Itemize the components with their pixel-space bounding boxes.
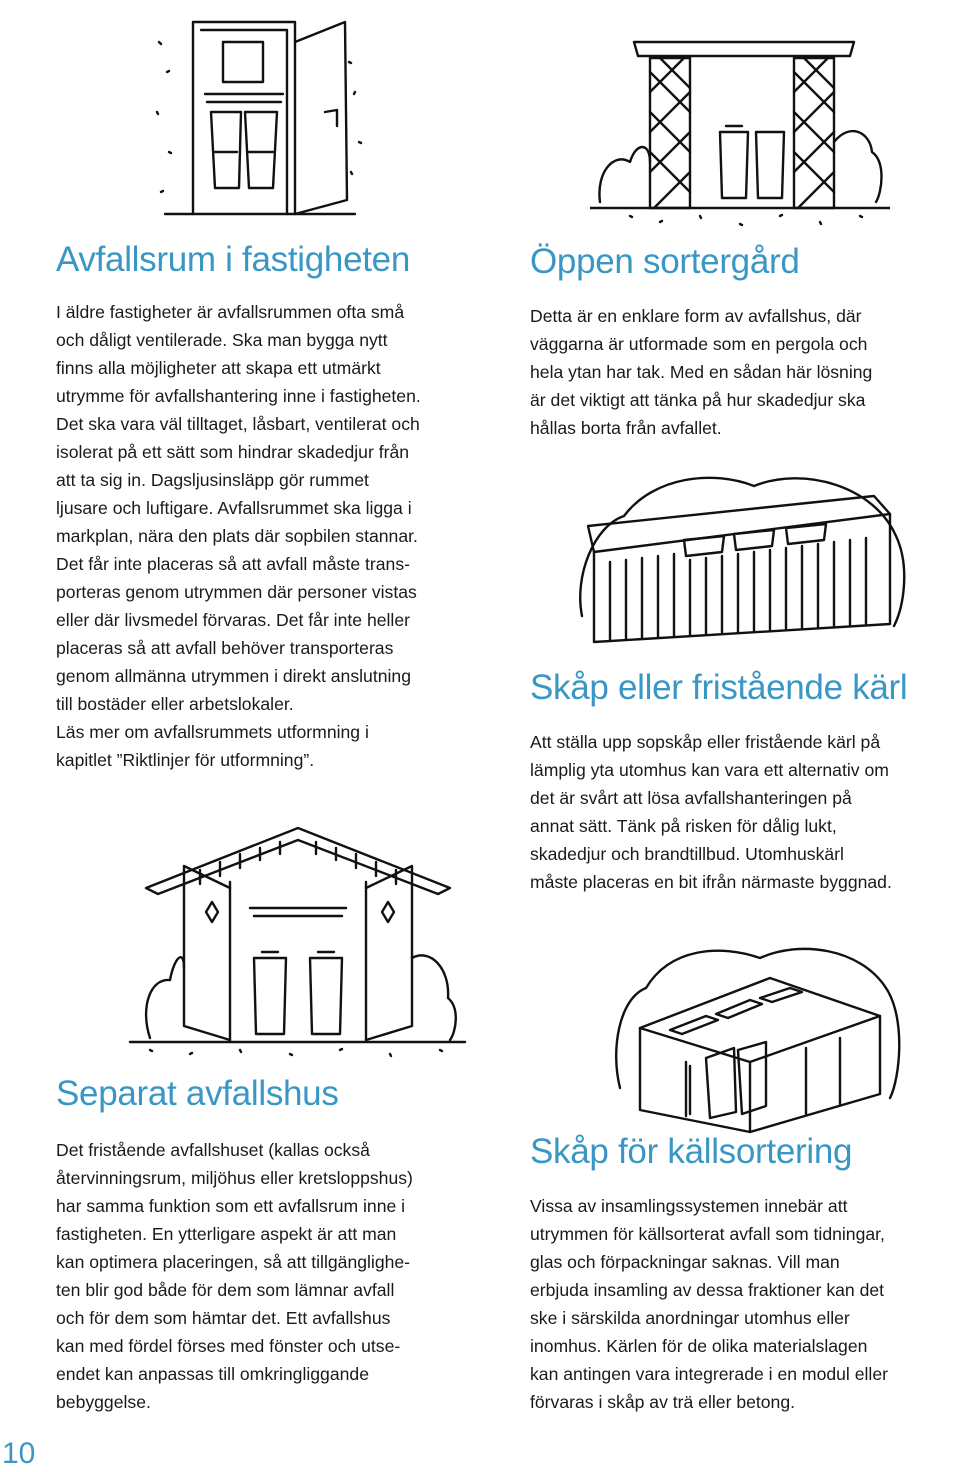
text-line: endet kan anpassas till omkringliggande xyxy=(56,1364,369,1384)
text-line: Vissa av insamlingssystemen innebär att xyxy=(530,1196,848,1216)
text-line: fastigheten. En ytterligare aspekt är att man xyxy=(56,1224,397,1244)
text-line: återvinningsrum, miljöhus eller kretsloppshus) xyxy=(56,1168,413,1188)
text-line: erbjuda insamling av dessa fraktioner kan det xyxy=(530,1280,885,1300)
section-heading-separat-avfallshus: Separat avfallshus xyxy=(56,1074,339,1113)
text-line: ten blir god både för dem som lämnar avfall xyxy=(56,1280,395,1300)
text-line: till bostäder eller arbetslokaler. xyxy=(56,694,294,714)
text-line: kan antingen vara integrerade i en modul eller xyxy=(530,1364,888,1384)
text-line: förvaras i skåp av trä eller betong. xyxy=(530,1392,796,1412)
text-line: isolerat på ett sätt som hindrar skadedjur från xyxy=(56,442,410,462)
text-line: väggarna är utformade som en pergola och xyxy=(530,334,868,354)
text-line: kan med fördel förses med fönster och utse- xyxy=(56,1336,401,1356)
section-body-avfallsrum xyxy=(56,298,421,774)
text-line: markplan, nära den plats där sopbilen stannar. xyxy=(56,526,418,546)
text-line: porteras genom utrymmen där personer vistas xyxy=(56,582,417,602)
separate-waste-house-illustration xyxy=(120,808,475,1058)
text-line: Det får inte placeras så att avfall måste trans- xyxy=(56,554,410,574)
page-number-text: 10 xyxy=(2,1437,36,1470)
open-sorting-yard-illustration xyxy=(590,2,890,234)
text-line: lämplig yta utomhus kan vara ett alternativ om xyxy=(530,760,889,780)
section-heading-avfallsrum: Avfallsrum i fastigheten xyxy=(56,240,410,279)
text-line: utrymme för avfallshantering inne i fastigheten. xyxy=(56,386,421,406)
text-line: är det viktigt att tänka på hur skadedjur ska xyxy=(530,390,866,410)
text-line: att ta sig in. Dagsljusinsläpp gör rummet xyxy=(56,470,369,490)
section-heading-skap-for-kallsortering: Skåp för källsortering xyxy=(530,1132,853,1171)
text-line: Det fristående avfallshuset (kallas också xyxy=(56,1140,370,1160)
text-line: hållas borta från avfallet. xyxy=(530,418,722,438)
container-shed-illustration xyxy=(574,456,910,652)
section-heading-oppen-sortergard: Öppen sortergård xyxy=(530,242,800,281)
page-number xyxy=(0,1436,40,1472)
text-line: skadedjur och brandtillbud. Utomhuskärl xyxy=(530,844,844,864)
text-line: eller där livsmedel förvaras. Det får inte heller xyxy=(56,610,410,630)
text-line: placeras så att avfall behöver transporteras xyxy=(56,638,394,658)
text-line: ljusare och luftigare. Avfallsrummet ska ligga i xyxy=(56,498,412,518)
text-line: och dåligt ventilerade. Ska man bygga nytt xyxy=(56,330,388,350)
text-line: finns alla möjligheter att skapa ett utmärkt xyxy=(56,358,381,378)
text-line: Detta är en enklare form av avfallshus, där xyxy=(530,306,862,326)
text-line: glas och förpackningar saknas. Vill man xyxy=(530,1252,840,1272)
text-line: kan optimera placeringen, så att tillgänglighe- xyxy=(56,1252,411,1272)
text-line: I äldre fastigheter är avfallsrummen ofta små xyxy=(56,302,405,322)
text-line: Det ska vara väl tilltaget, låsbart, ventilerat och xyxy=(56,414,420,434)
text-line: måste placeras en bit ifrån närmaste byggnad. xyxy=(530,872,892,892)
text-line: har samma funktion som ett avfallsrum inne i xyxy=(56,1196,406,1216)
section-body-oppen-sortergard xyxy=(530,302,872,442)
text-line: Att ställa upp sopskåp eller fristående kärl på xyxy=(530,732,881,752)
indoor-waste-room-illustration xyxy=(145,2,371,234)
text-line: utrymmen för källsorterat avfall som tidningar, xyxy=(530,1224,885,1244)
section-body-skap-eller-fristaende-karl xyxy=(530,728,892,896)
text-line: kapitlet ”Riktlinjer för utformning”. xyxy=(56,750,315,770)
text-line: hela ytan har tak. Med en sådan här lösning xyxy=(530,362,873,382)
text-line: genom allmänna utrymmen i direkt anslutning xyxy=(56,666,411,686)
text-line: och för dem som hämtar det. Ett avfallshus xyxy=(56,1308,391,1328)
text-line: annat sätt. Tänk på risken för dålig lukt, xyxy=(530,816,837,836)
text-line: ske i särskilda anordningar utomhus eller xyxy=(530,1308,850,1328)
text-line: Läs mer om avfallsrummets utformning i xyxy=(56,722,369,742)
recycling-cabinet-illustration xyxy=(610,938,908,1134)
section-body-skap-for-kallsortering xyxy=(530,1192,888,1416)
text-line: det är svårt att lösa avfallshanteringen på xyxy=(530,788,852,808)
section-heading-skap-eller-fristaende-karl: Skåp eller fristående kärl xyxy=(530,668,908,707)
section-body-separat-avfallshus xyxy=(56,1136,413,1416)
text-line: inomhus. Kärlen för de olika materialslagen xyxy=(530,1336,868,1356)
text-line: bebyggelse. xyxy=(56,1392,151,1412)
